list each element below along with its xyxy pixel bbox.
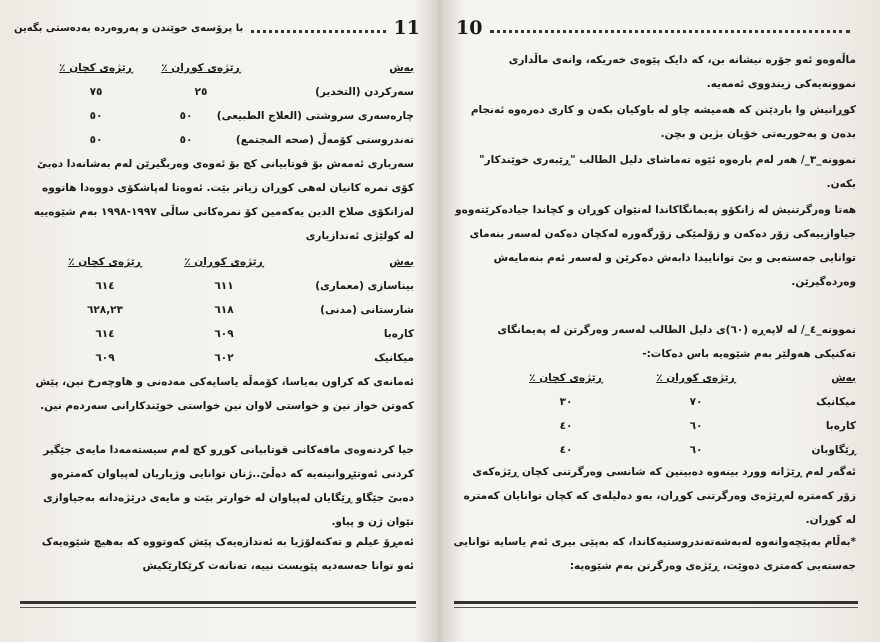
running-header: با پرۆسەی خوێندن و پەروەردە بەدەستی بگەین <box>14 22 244 34</box>
cell-boys: ٥٠ <box>179 110 193 122</box>
cell-girls: ٦٢٨,٢٣ <box>86 304 124 316</box>
cell-department: تەندروستی کۆمەڵ (صحە المجتمع) <box>235 134 414 146</box>
table-header-row <box>46 250 414 274</box>
page-number: 10 <box>456 17 483 39</box>
table-row <box>46 80 414 104</box>
paragraph: هەتا وەرگرتنیش لە زانکۆو پەیمانگاکاندا لەنێوان کوڕان و کچاندا جیادەکرێتەوەو جیاوازییەکی زۆر دەکەن و زۆلمێکی زۆرگەورە لەکچان دەکەن لەسەر بنەمای توانایی جەستەیی و بێ تواناییدا دابەش دەکرێن و لەسەر ئەم بنەمایەش وەردەگیرێن. <box>455 204 856 288</box>
header-dotted-rule <box>490 30 850 33</box>
paragraph: *بەڵام بەپێچەوانەوە لەبەشەتەندروستیەکاندا، کە بەپێی بیری ئەم یاسایە توانایی جەستەیی کەمتری دەوێت، ڕێژەی وەرگرتن بەم شێوەیە: <box>453 536 856 572</box>
col-header-girls: ڕێژەی کچان ٪ <box>68 256 142 268</box>
cell-boys: ٦١٨ <box>214 304 234 316</box>
cell-department: شارستانی (مدنی) <box>320 304 414 316</box>
cell-girls: ٥٠ <box>89 134 103 146</box>
cell-department: چارەسەری سروشتی (العلاج الطبیعی) <box>216 110 414 122</box>
page-header <box>14 16 420 40</box>
cell-department: بیناسازی (معماری) <box>315 280 414 292</box>
paragraph: ماڵەوەو ئەو جۆرە نیشانە بن، کە دایک پێوەی خەریکە، وانەی ماڵداری نموونەیەکی زیندووی ئەمەیە. <box>508 54 856 90</box>
cell-boys: ٦٠٩ <box>214 328 234 340</box>
cell-department: کارەبا <box>383 328 414 340</box>
table-row <box>46 104 414 128</box>
cell-girls: ٦٠٩ <box>95 352 115 364</box>
page-footer-rule <box>20 601 416 604</box>
table-row <box>46 128 414 152</box>
cell-boys: ٦٠ <box>689 444 703 456</box>
cell-boys: ٦٠ <box>689 420 703 432</box>
cell-girls: ٧٥ <box>89 86 103 98</box>
table-row <box>496 438 856 462</box>
paragraph: سەرباری ئەمەش بۆ قوتابیانی کچ بۆ ئەوەی وەربگیرێن لەم بەشانەدا دەبێ کۆی نمرە کانیان لەهی کوڕان زیاتر بێت. ئەوەتا لەپاشکۆی دووەدا هاتووە لەزانکۆی صلاح الدین یەکەمین کۆ نمرەکانی ساڵی ١٩٩٧-١٩٩٨ بەم شێوەییە لە کولێژی ئەندازیاری <box>33 158 414 242</box>
page-number: 11 <box>393 17 420 39</box>
table-header-row <box>46 56 414 80</box>
table-row <box>496 414 856 438</box>
paragraph: ئەگەر لەم ڕێژانە وورد بینەوە دەبینین کە شانسی وەرگرتنی کچان ڕێژەکەی زۆر کەمترە لەڕێژەی وەرگرتنی کوڕان، بەو دەلیلەی کە کچان توانایان کەمترە لە کوڕان. <box>463 466 856 526</box>
cell-girls: ٣٠ <box>559 396 573 408</box>
col-header-boys: ڕێژەی کوڕان ٪ <box>656 372 736 384</box>
paragraph: نموونە_٤_/ لە لاپەڕە (٦٠)ی دلیل الطالب لەسەر وەرگرتن لە پەیمانگای تەکنیکی هەولێر بەم شێوەیە باس دەکات:- <box>497 324 856 360</box>
paragraph: جیا کردنەوەی مافەکانی قوتابیانی کوڕو کچ لەم سیستەمەدا مایەی جێگیر کردنی ئەوتێڕوانینەیە کە دەڵێ..ژنان توانایی وژیاریان لەپیاوان کەمترەو دەبێ جێگاو ڕێگایان لەپیاوان لە خوارتر بێت و مایەی درێژەدانە بەجیاوازی نێوان ژن و پیاو. <box>43 444 414 528</box>
cell-boys: ٥٠ <box>179 134 193 146</box>
table-health-ratios <box>46 56 414 152</box>
header-dotted-rule <box>251 30 385 33</box>
cell-department: ڕێگاوبان <box>811 444 856 456</box>
page-footer-rule <box>454 601 858 604</box>
table-row <box>46 298 414 322</box>
col-header-department: بەش <box>389 62 414 74</box>
cell-boys: ٧٠ <box>689 396 703 408</box>
table-row <box>496 390 856 414</box>
table-row <box>46 274 414 298</box>
table-header-row <box>496 366 856 390</box>
cell-department: میکانیک <box>816 396 856 408</box>
paragraph: کوڕانیش وا باردێنن کە هەمیشە چاو لە باوکیان بکەن و کاری دەرەوە ئەنجام بدەن و بەحوریەتی خۆیان بژین و بچن. <box>470 104 856 140</box>
cell-girls: ٤٠ <box>559 420 573 432</box>
cell-girls: ٦١٤ <box>95 280 115 292</box>
cell-department: کارەبا <box>825 420 856 432</box>
cell-girls: ٤٠ <box>559 444 573 456</box>
page-11 <box>0 0 438 642</box>
cell-department: سەرکردن (التخدیر) <box>315 86 414 98</box>
col-header-boys: ڕێژەی کوڕان ٪ <box>184 256 264 268</box>
cell-boys: ٦٠٢ <box>214 352 234 364</box>
col-header-girls: ڕێژەی کچان ٪ <box>59 62 133 74</box>
table-row <box>46 346 414 370</box>
table-row <box>46 322 414 346</box>
cell-department: میکانیک <box>374 352 414 364</box>
col-header-boys: ڕێژەی کوڕان ٪ <box>161 62 241 74</box>
page-header <box>456 16 858 40</box>
col-header-department: بەش <box>831 372 856 384</box>
col-header-department: بەش <box>389 256 414 268</box>
col-header-girls: ڕێژەی کچان ٪ <box>529 372 603 384</box>
paragraph: ئەمڕۆ عیلم و تەکنەلۆژیا بە ئەندازەیەک پێش کەوتووە کە بەهیچ شێوەیەک ئەو توانا جەسەدیە پێویست نییە، تەنانەت کرێکارێکیش <box>41 536 414 572</box>
cell-boys: ٦١١ <box>214 280 234 292</box>
cell-girls: ٦١٤ <box>95 328 115 340</box>
page-10 <box>442 0 880 642</box>
cell-boys: ٢٥ <box>194 86 208 98</box>
cell-girls: ٥٠ <box>89 110 103 122</box>
paragraph: نموونە_٣_/ هەر لەم بارەوە ئێوە تەماشای دلیل الطالب "ڕێبەری خوێندکار" بکەن. <box>479 154 856 190</box>
table-engineering-scores <box>46 250 414 370</box>
paragraph: ئەمانەی کە کراون بەیاسا، کۆمەڵە یاسایەکی مەدەنی و هاوچەرخ نین، پێش کەوتن خواز نین و خواستی لاوان نین خواستی خوێندکارانی سەردەم نین. <box>35 376 414 412</box>
table-admission-ratios <box>496 366 856 462</box>
